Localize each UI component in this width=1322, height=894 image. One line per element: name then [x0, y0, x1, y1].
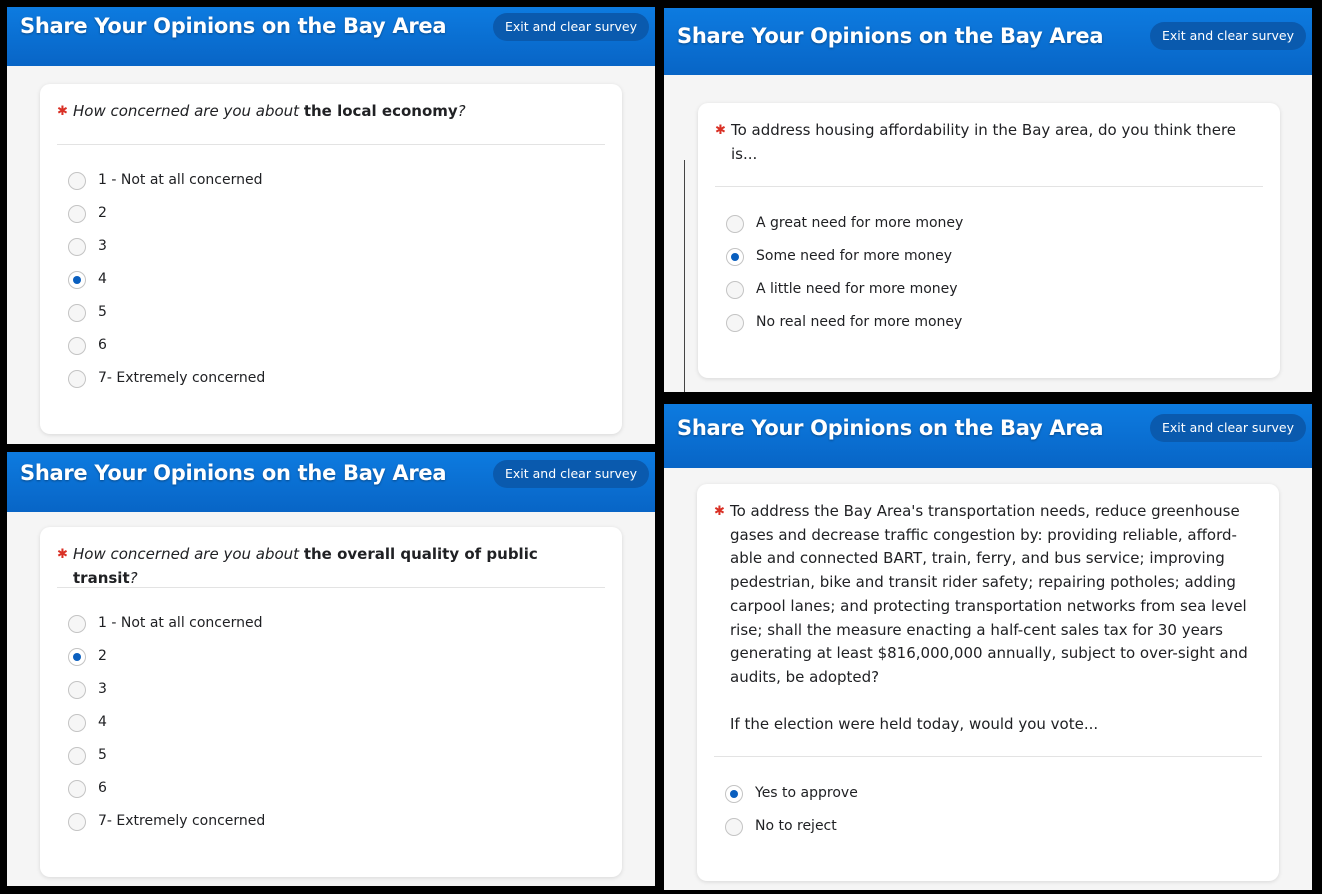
exit-clear-survey-button[interactable]: Exit and clear survey: [493, 13, 649, 41]
option-label: 5: [98, 747, 107, 763]
radio-button-icon[interactable]: [68, 780, 86, 798]
radio-button-checked-icon[interactable]: [68, 648, 86, 666]
question-card: [40, 84, 622, 434]
question-text: ✱ To address the Bay Area's transportation needs, reduce greenhouse gases and decrease traffic congestion by: providing reliable, afford-able and connected BART, train, ferry, and bus service; improving pedestrian, bike and transit rider safety; repairing potholes; adding carpool lanes; and protecting transportation networks from sea level rise; shall the measure enacting a half-cent sales tax for 30 years generating at least $816,000,000 annually, subject to over-sight and audits, be adopted?: [714, 502, 1248, 686]
question-followup-text: If the election were held today, would you vote...: [730, 715, 1099, 733]
question-card: [697, 484, 1279, 881]
survey-title: Share Your Opinions on the Bay Area: [677, 416, 1104, 440]
option-label: 7- Extremely concerned: [98, 370, 266, 386]
radio-button-checked-icon[interactable]: [68, 271, 86, 289]
required-star-icon: ✱: [57, 104, 68, 119]
question-divider: [57, 587, 605, 588]
option-label: No real need for more money: [756, 314, 963, 330]
radio-button-icon[interactable]: [68, 172, 86, 190]
radio-button-icon[interactable]: [68, 304, 86, 322]
radio-button-icon[interactable]: [68, 205, 86, 223]
required-star-icon: ✱: [714, 504, 725, 519]
radio-button-icon[interactable]: [725, 818, 743, 836]
option-label: Some need for more money: [756, 248, 952, 264]
option-label: 3: [98, 238, 107, 254]
survey-header: [664, 404, 1312, 468]
option-label: 4: [98, 271, 107, 287]
option-label: No to reject: [755, 818, 837, 834]
radio-button-icon[interactable]: [68, 370, 86, 388]
survey-panel-housing: [664, 8, 1312, 392]
option-label: 6: [98, 337, 107, 353]
survey-title: Share Your Opinions on the Bay Area: [20, 461, 447, 485]
option-label: Yes to approve: [755, 785, 858, 801]
survey-title: Share Your Opinions on the Bay Area: [677, 24, 1104, 48]
option-label: A great need for more money: [756, 215, 964, 231]
option-label: A little need for more money: [756, 281, 958, 297]
required-star-icon: ✱: [57, 547, 68, 562]
option-label: 6: [98, 780, 107, 796]
required-star-icon: ✱: [715, 123, 726, 138]
survey-panel-transit: [7, 452, 655, 886]
survey-panel-transportation-measure: [664, 404, 1312, 890]
question-divider: [715, 186, 1263, 187]
question-text: ✱ To address housing affordability in the Bay area, do you think there is...: [715, 121, 1237, 163]
radio-button-icon[interactable]: [68, 238, 86, 256]
radio-button-icon[interactable]: [68, 747, 86, 765]
radio-button-icon[interactable]: [726, 215, 744, 233]
option-label: 2: [98, 648, 107, 664]
option-label: 1 - Not at all concerned: [98, 615, 263, 631]
question-divider: [57, 144, 605, 145]
radio-button-icon[interactable]: [68, 813, 86, 831]
option-label: 2: [98, 205, 107, 221]
exit-clear-survey-button[interactable]: Exit and clear survey: [1150, 22, 1306, 50]
question-card: [40, 527, 622, 877]
survey-panel-economy: [7, 7, 655, 444]
radio-button-icon[interactable]: [726, 281, 744, 299]
question-card: [698, 103, 1280, 378]
option-label: 4: [98, 714, 107, 730]
survey-header: [7, 7, 655, 66]
radio-button-icon[interactable]: [726, 314, 744, 332]
question-text: ✱ How concerned are you about the local economy?: [57, 100, 605, 124]
radio-button-icon[interactable]: [68, 714, 86, 732]
exit-clear-survey-button[interactable]: Exit and clear survey: [1150, 414, 1306, 442]
option-label: 7- Extremely concerned: [98, 813, 266, 829]
radio-button-checked-icon[interactable]: [725, 785, 743, 803]
survey-header: [7, 452, 655, 512]
option-label: 3: [98, 681, 107, 697]
survey-header: [664, 8, 1312, 75]
radio-button-icon[interactable]: [68, 337, 86, 355]
survey-title: Share Your Opinions on the Bay Area: [20, 14, 447, 38]
option-label: 1 - Not at all concerned: [98, 172, 263, 188]
question-divider: [714, 756, 1262, 757]
radio-button-icon[interactable]: [68, 615, 86, 633]
radio-button-checked-icon[interactable]: [726, 248, 744, 266]
panel-edge-line: [684, 160, 685, 392]
question-text: ✱ How concerned are you about the overall quality of public transit?: [57, 545, 538, 587]
radio-button-icon[interactable]: [68, 681, 86, 699]
option-label: 5: [98, 304, 107, 320]
exit-clear-survey-button[interactable]: Exit and clear survey: [493, 460, 649, 488]
